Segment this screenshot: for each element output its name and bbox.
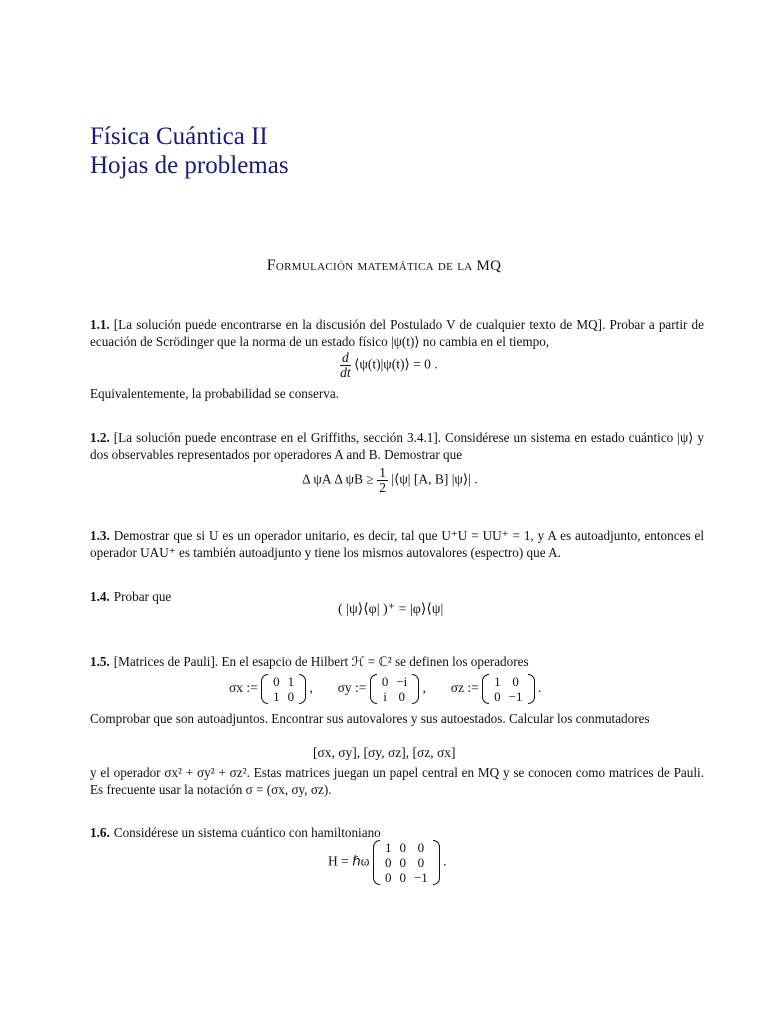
matrix-cell: 0 [399,840,406,855]
equation-rest: ⟨ψ(t)|ψ(t)⟩ = 0 . [354,356,438,372]
equation-1-4: ( |ψ⟩⟨φ| )⁺ = |φ⟩⟨ψ| [338,602,444,617]
matrix-cell: 0 [384,855,392,870]
problem-text: [Matrices de Pauli]. En el esapcio de Hilbert ℋ = ℂ² se definen los operadores [113,654,529,669]
pauli-matrices-equation: σx := 0 1 1 0 , σy := 0 −i i 0 , σz := 1 0 0 −1 . [229,674,542,704]
matrix-cell: 1 [384,840,392,855]
equation-rhs: |⟨ψ| [A, B] |ψ⟩| . [391,471,478,487]
problem-1-3 [90,527,704,561]
problem-text: [La solución puede encontrase en el Griffiths, sección 3.4.1]. Considérese un sistema en estado cuántico |ψ⟩ y dos observables representados por operadores A and B. Demostrar que [90,430,704,462]
equation-1-1 [340,351,438,380]
matrix-cell: 0 [273,674,280,689]
problem-number: 1.5. [90,654,110,669]
title-line-1: Física Cuántica II [90,123,268,150]
matrix-cell: i [383,689,387,704]
commutators-equation: [σx, σy], [σy, σz], [σz, σx] [313,745,456,760]
hamiltonian-label: H = ℏω [328,853,370,869]
matrix-cell: 0 [384,870,392,885]
problem-number: 1.4. [90,589,110,604]
sigma-x-label: σx := [229,680,258,696]
matrix-cell: 0 [399,855,406,870]
matrix-cell: 0 [399,870,406,885]
problem-1-1 [90,316,704,350]
matrix-cell: 0 [494,689,501,704]
sigma-y-label: σy := [337,680,367,696]
section-heading-initial: F [266,257,276,274]
matrix-cell: −1 [413,870,428,885]
matrix-cell: 0 [381,674,389,689]
problem-number: 1.6. [90,825,110,840]
hamiltonian-equation: H = ℏω 1 0 0 0 0 0 0 0 −1 . [328,840,447,885]
problem-1-5-after-2: y el operador σx² + σy² + σz². Estas matrices juegan un papel central en MQ y se conocen como matrices de Pauli. Es frecuente usar la notación σ = (σx, σy, σz). [90,765,704,797]
fraction-denominator: 2 [379,480,386,495]
matrix-cell: −i [396,674,408,689]
matrix-cell: 1 [287,674,295,689]
problem-number: 1.2. [90,430,110,445]
problem-1-2 [90,429,704,463]
matrix-cell: 1 [273,689,280,704]
problem-text: Probar que [113,589,172,604]
problem-number: 1.1. [90,317,110,332]
section-heading-rest: ormulación matemática de la MQ [275,258,502,274]
hamiltonian-matrix [373,840,440,885]
matrix-cell: 0 [417,840,425,855]
document-title [90,122,289,180]
matrix-cell: −1 [508,689,523,704]
problem-1-1-after: Equivalentemente, la probabilidad se conserva. [90,386,340,401]
problem-1-5-after-1: Comprobar que son autoadjuntos. Encontrar sus autovalores y sus autoestados. Calcular los conmutadores [90,711,650,726]
problem-text: Considérese un sistema cuántico con hamiltoniano [113,825,381,840]
equation-lhs: Δ ψA Δ ψB ≥ [302,471,374,487]
problem-text: [La solución puede encontrarse en la discusión del Postulado V de cualquier texto de MQ]. Probar a partir de ecuación de Scrödinger que la norma de un estado físico |ψ(t)⟩ no cambia en el tiempo, [90,317,704,349]
problem-1-6 [90,824,704,841]
matrix-cell: 0 [512,674,519,689]
derivative-fraction [340,351,351,380]
matrix-cell: 1 [494,674,501,689]
title-line-2: Hojas de problemas [90,152,289,179]
problem-1-5 [90,653,704,670]
equation-1-2 [302,466,478,495]
fraction-numerator: d [342,350,349,365]
fraction-numerator: 1 [379,465,386,480]
sigma-z-matrix [482,674,534,704]
problem-number: 1.3. [90,528,110,543]
sigma-z-label: σz := [450,680,479,696]
matrix-cell: 0 [398,689,406,704]
sigma-x-matrix [261,674,306,704]
section-heading [0,257,768,275]
problem-text: Demostrar que si U es un operador unitario, es decir, tal que U⁺U = UU⁺ = 1, y A es autoadjunto, entonces el operador UAU⁺ es también autoadjunto y tiene los mismos autovalores (espectro) que A. [90,528,704,560]
half-fraction [377,466,388,495]
matrix-cell: 0 [287,689,295,704]
fraction-denominator: dt [340,365,351,380]
sigma-y-matrix [370,674,419,704]
matrix-cell: 0 [417,855,425,870]
